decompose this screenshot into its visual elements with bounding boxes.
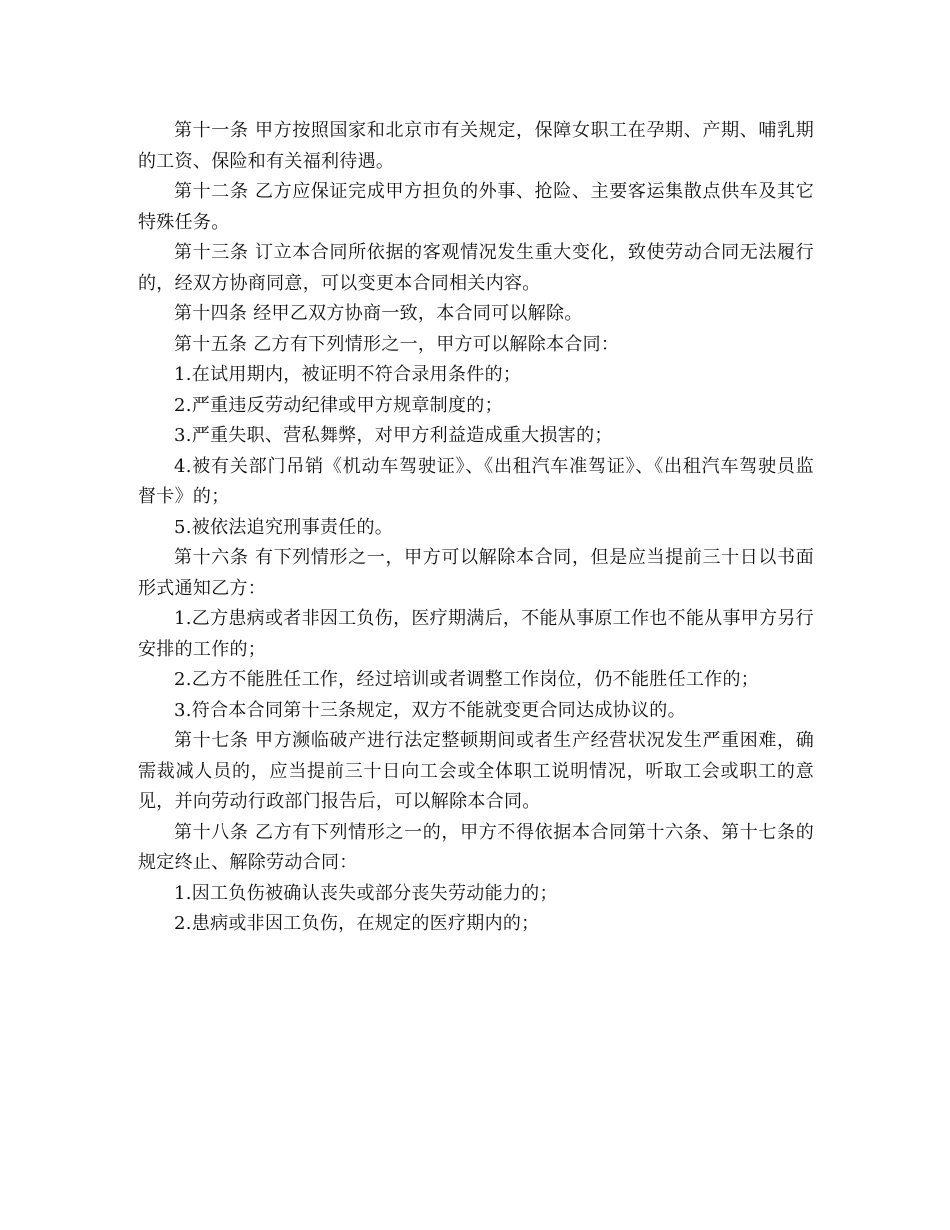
article-12: 第十二条 乙方应保证完成甲方担负的外事、抢险、主要客运集散点供车及其它特殊任务。 <box>138 181 814 233</box>
article-14: 第十四条 经甲乙双方协商一致，本合同可以解除。 <box>174 303 583 324</box>
article-15-item-5: 5.被依法追究刑事责任的。 <box>174 516 394 538</box>
article-15-item-3: 3.严重失职、营私舞弊，对甲方利益造成重大损害的； <box>174 425 613 446</box>
article-18: 第十八条 乙方有下列情形之一的，甲方不得依据本合同第十六条、第十七条的规定终止、解除劳动合同： <box>138 821 814 873</box>
article-16: 第十六条 有下列情形之一，甲方可以解除本合同，但是应当提前三十日以书面形式通知乙方： <box>138 547 814 599</box>
article-15-item-2: 2.严重违反劳动纪律或甲方规章制度的； <box>174 394 503 416</box>
article-15: 第十五条 乙方有下列情形之一，甲方可以解除本合同： <box>174 333 620 355</box>
article-15-item-4: 4.被有关部门吊销《机动车驾驶证》、《出租汽车准驾证》、《出租汽车驾驶员监督卡》的； <box>138 455 814 507</box>
article-18-item-2: 2.患病或非因工负伤，在规定的医疗期内的； <box>174 913 540 934</box>
article-16-item-1: 1.乙方患病或者非因工负伤，医疗期满后，不能从事原工作也不能从事甲方另行安排的工作的； <box>138 608 814 660</box>
document-body <box>138 116 814 940</box>
article-16-item-2: 2.乙方不能胜任工作，经过培训或者调整工作岗位，仍不能胜任工作的； <box>174 669 760 690</box>
article-16-item-3: 3.符合本合同第十三条规定，双方不能就变更合同达成协议的。 <box>174 699 686 721</box>
article-17: 第十七条 甲方濒临破产进行法定整顿期间或者生产经营状况发生严重困难，确需裁减人员的，应当提前三十日向工会或全体职工说明情况，听取工会或职工的意见，并向劳动行政部门报告后，可以解除本合同。 <box>138 730 814 812</box>
article-18-item-1: 1.因工负伤被确认丧失或部分丧失劳动能力的； <box>174 882 558 904</box>
article-15-item-1: 1.在试用期内，被证明不符合录用条件的； <box>174 364 522 385</box>
article-13: 第十三条 订立本合同所依据的客观情况发生重大变化，致使劳动合同无法履行的，经双方协商同意，可以变更本合同相关内容。 <box>138 242 814 294</box>
article-11: 第十一条 甲方按照国家和北京市有关规定，保障女职工在孕期、产期、哺乳期的工资、保险和有关福利待遇。 <box>138 120 814 172</box>
